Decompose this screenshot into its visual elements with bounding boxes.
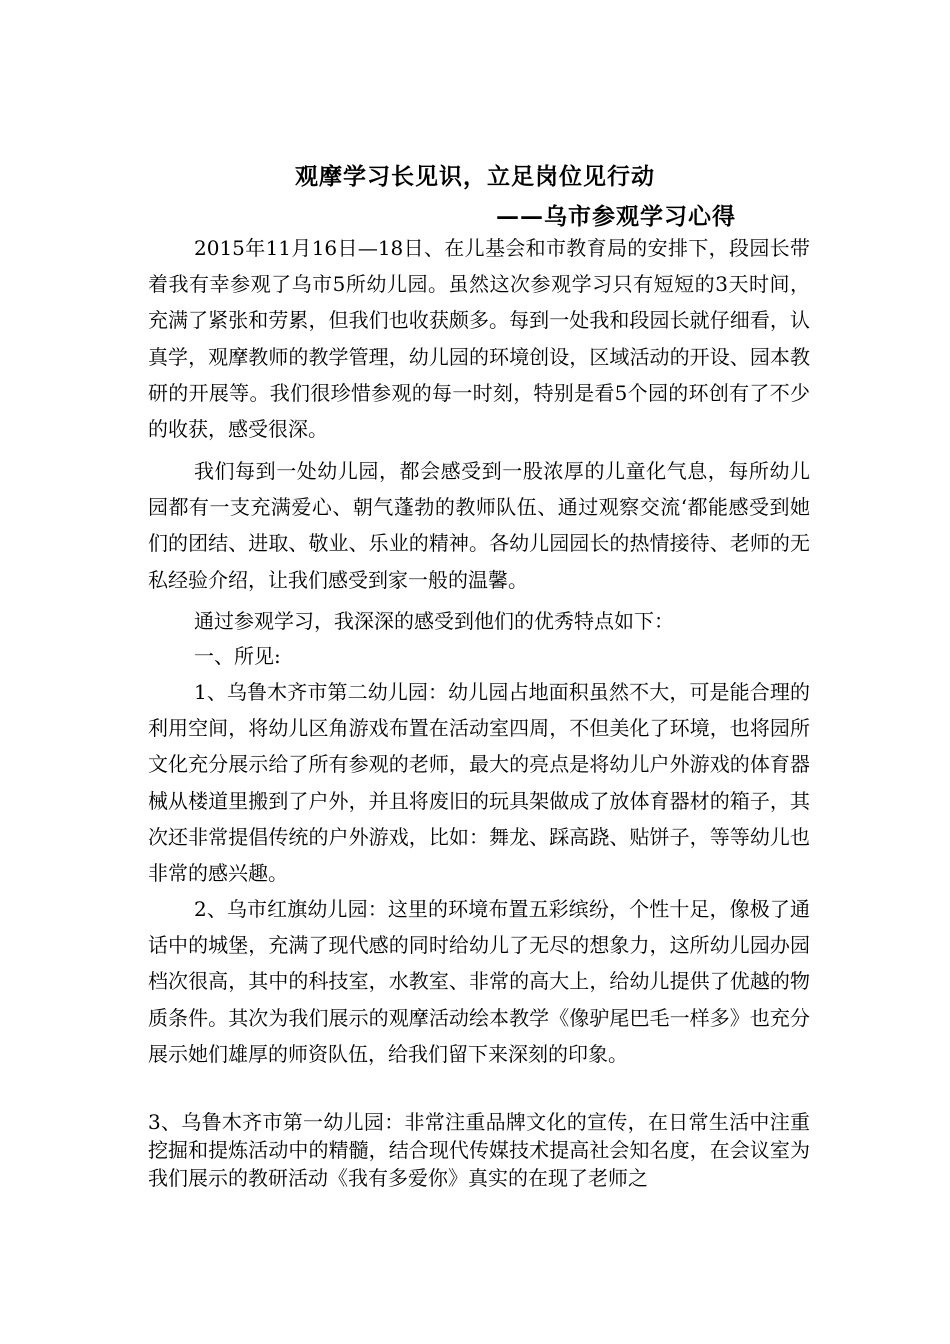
- paragraph-hongqi-kindergarten: 2、乌市红旗幼儿园：这里的环境布置五彩缤纷，个性十足，像极了通话中的城堡，充满了现代感的同时给幼儿了无尽的想象力，这所幼儿园办园档次很高，其中的科技室，水教室、非常的高大上，给幼儿提供了优越的物质条件。其次为我们展示的观摩活动绘本教学《像驴尾巴毛一样多》也充分展示她们雄厚的师资队伍，给我们留下来深刻的印象。: [148, 897, 810, 1066]
- document-title: 观摩学习长见识，立足岗位见行动: [295, 163, 655, 190]
- paragraph-intro: 2015年11月16日—18日、在儿基会和市教育局的安排下，段园长带着我有幸参观了乌市5所幼儿园。虽然这次参观学习只有短短的3天时间，充满了紧张和劳累，但我们也收获颇多。每到一处我和段园长就仔细看，认真学，观摩教师的教学管理，幼儿园的环境创设，区域活动的开设、园本教研的开展等。我们很珍惜参观的每一时刻，特别是看5个园的环创有了不少的收获，感受很深。: [148, 236, 810, 442]
- section-heading-seen: 一、所见:: [194, 644, 281, 668]
- paragraph-features-intro: 通过参观学习，我深深的感受到他们的优秀特点如下：: [194, 609, 674, 633]
- document-subtitle: ——乌市参观学习心得: [496, 203, 736, 230]
- paragraph-kindergarten-2: 1、乌鲁木齐市第二幼儿园：幼儿园占地面积虽然不大，可是能合理的利用空间，将幼儿区角游戏布置在活动室四周，不但美化了环境，也将园所文化充分展示给了所有参观的老师，最大的亮点是将幼儿户外游戏的体育器械从楼道里搬到了户外，并且将废旧的玩具架做成了放体育器材的箱子，其次还非常提倡传统的户外游戏，比如：舞龙、踩高跷、贴饼子，等等幼儿也非常的感兴趣。: [148, 680, 810, 886]
- paragraph-kindergarten-1: 3、乌鲁木齐市第一幼儿园：非常注重品牌文化的宣传，在日常生活中注重挖掘和提炼活动中的精髓，结合现代传媒技术提高社会知名度，在会议室为我们展示的教研活动《我有多爱你》真实的在现了老师之: [148, 1110, 810, 1190]
- paragraph-impression: 我们每到一处幼儿园，都会感受到一股浓厚的儿童化气息，每所幼儿园都有一支充满爱心、朝气蓬勃的教师队伍、通过观察交流‘都能感受到她们的团结、进取、敬业、乐业的精神。各幼儿园园长的热情接待、老师的无私经验介绍，让我们感受到家一般的温馨。: [148, 459, 810, 592]
